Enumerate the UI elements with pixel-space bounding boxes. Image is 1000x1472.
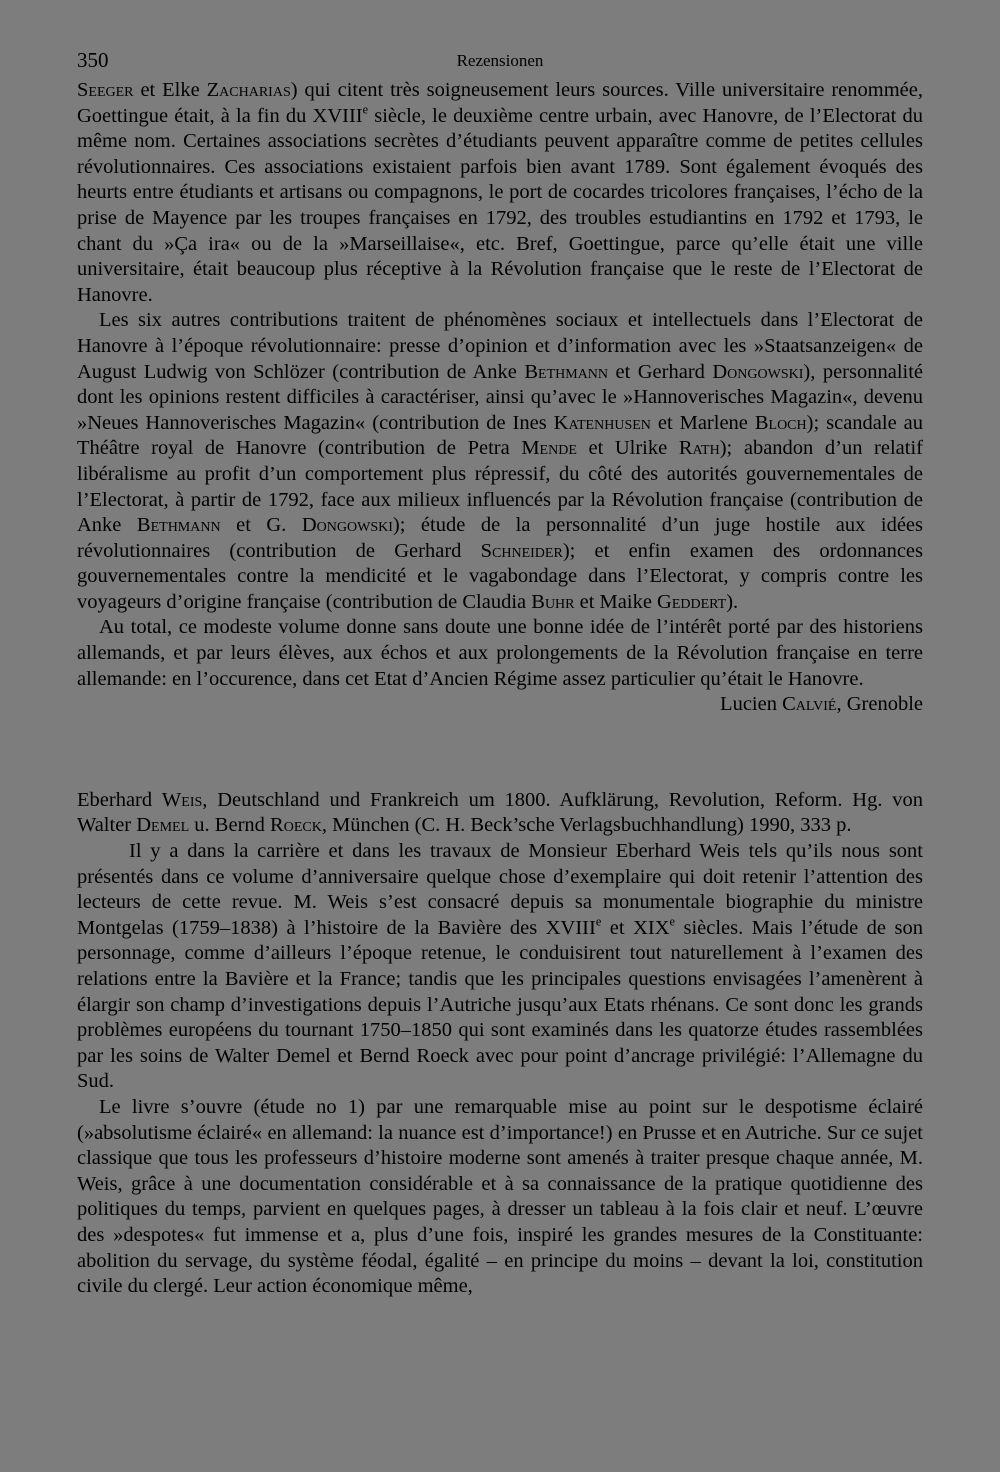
text-run: ); abandon d’un relatif libéralisme au profit d’un comportement plus répressif, du côté des autorités gouvernementales de l’Electorat, à partir de 1792, face aux milieux influencés par la Révolution française (contribution de Anke bbox=[77, 437, 923, 537]
text-run: et Ulrike bbox=[576, 437, 679, 460]
text-run: et Elke bbox=[133, 79, 207, 101]
author-name: Zacharias bbox=[206, 79, 291, 101]
author-name: Rath bbox=[678, 437, 720, 460]
review2-paragraph-1 bbox=[77, 839, 923, 1095]
author-name: Dongowski bbox=[712, 360, 804, 383]
author-name: Calvié bbox=[782, 693, 837, 716]
text-run: et Gerhard bbox=[608, 360, 713, 383]
review2-paragraph-2 bbox=[77, 1095, 923, 1300]
author-name: Buhr bbox=[531, 590, 575, 613]
review1-paragraph-3 bbox=[77, 615, 923, 692]
reviewer-signature bbox=[77, 692, 923, 718]
review1-paragraph-1 bbox=[77, 78, 923, 308]
text-run: Il y a dans la carrière et dans les travaux de Monsieur Eberhard Weis tels qu’ils nous sont présentés dans ce volume d’anniversaire quelque chose d’exemplaire qui doit retenir l’attention des lecteurs de cette revue. M. Weis s’est consacré depuis sa monumentale biographie du ministre Montgelas (1759–1838) à l’histoire de la Bavière des XVIII bbox=[77, 840, 923, 939]
section-gap bbox=[77, 718, 923, 788]
text-run: et Maike bbox=[574, 590, 658, 613]
text-run: Lucien bbox=[720, 693, 783, 716]
text-run: ) qui citent très soigneusement leurs sources. Ville universitaire renommée, Goettingue était, à la fin du XVIII bbox=[77, 79, 923, 127]
author-name: Demel bbox=[136, 814, 190, 837]
author-name: Bethmann bbox=[136, 514, 221, 537]
author-name: Dongowski bbox=[301, 514, 393, 537]
text-run: ). bbox=[726, 590, 739, 613]
text-run: Au total, ce modeste volume donne sans doute une bonne idée de l’intérêt porté par des historiens allemands, et par leurs élèves, aux échos et aux prolongements de la Révolution française en terre allemande: en l’occurence, dans cet Etat d’Ancien Régime assez particulier qu’était le Hanovre. bbox=[77, 616, 923, 690]
text-run: Les six autres contributions traitent de phénomènes sociaux et intellectuels dans l’Electorat de Hanovre à l’époque révolutionnaire: presse d’opinion et d’information avec les »Staatsanzeigen« de August Ludwig von Schlözer (contribution de Anke bbox=[77, 309, 923, 383]
superscript-text: e bbox=[669, 914, 675, 929]
superscript-text: e bbox=[362, 101, 369, 116]
author-name: Katenhusen bbox=[553, 411, 651, 434]
author-name: Weis bbox=[161, 788, 203, 811]
text-run: et G. bbox=[220, 514, 302, 537]
text-run: Eberhard bbox=[77, 788, 162, 811]
text-run: u. Bernd bbox=[189, 814, 271, 837]
author-name: Roeck bbox=[270, 814, 322, 837]
author-name: Geddert bbox=[657, 590, 727, 613]
text-run: et XIX bbox=[601, 916, 670, 939]
text-run: , Deutschland und Frankreich um 1800. Aufklärung, Revolution, Reform. Hg. von Walter bbox=[77, 788, 924, 837]
running-head bbox=[77, 48, 923, 78]
author-name: Bloch bbox=[754, 411, 807, 434]
superscript-text: e bbox=[595, 914, 602, 929]
author-name: Seeger bbox=[77, 79, 134, 101]
text-run: ), personnalité dont les opinions restent difficiles à caractériser, ainsi qu’avec le »Hannoverisches Magazin«, devenu »Neues Hannoverisches Magazin« (contribution de Ines bbox=[77, 360, 924, 434]
text-run: et Marlene bbox=[650, 411, 755, 434]
review1-paragraph-2 bbox=[77, 308, 923, 615]
text-run: , Grenoble bbox=[836, 693, 923, 716]
author-name: Schneider bbox=[480, 539, 563, 562]
text-run: ); et enfin examen des ordonnances gouvernementales contre la mendicité et le vagabondage dans l’Electorat, y compris contre les voyageurs d’origine française (contribution de Claudia bbox=[77, 539, 924, 613]
page-number: 350 bbox=[77, 48, 109, 72]
text-run: siècles. Mais l’étude de son personnage, comme d’ailleurs l’époque retenue, le conduisirent tout naturellement à l’examen des relations entre la Bavière et la France; tandis que les principales questions envisagées l’amenèrent à élargir son champ d’investigations depuis l’Autriche jusqu’aux Etats rhénans. Ce sont donc les grands problèmes européens du tournant 1750–1850 qui sont examinés dans les quatorze études rassemblées par les soins de Walter Demel et Bernd Roeck avec pour point d’ancrage privilégié: l’Allemagne du Sud. bbox=[77, 916, 923, 1093]
author-name: Bethmann bbox=[524, 360, 609, 383]
book-page bbox=[77, 48, 923, 1300]
text-run: siècle, le deuxième centre urbain, avec Hanovre, de l’Electorat du même nom. Certaines associations secrètes d’étudiants peuvent apparaître comme de petites cellules révolutionnaires. Ces associations existaient parfois bien avant 1789. Sont également évoqués des heurts entre étudiants et artisans ou compagnons, le port de cocardes tricolores françaises, l’écho de la prise de Mayence par les troupes françaises en 1792, des troubles estudiantins en 1792 et 1793, le chant du »Ça ira« ou de la »Marseillaise«, etc. Bref, Goettingue, parce qu’elle était une ville universitaire, était beaucoup plus réceptive à la Révolution française que le reste de l’Electorat de Hanovre. bbox=[77, 104, 923, 306]
text-run: ); étude de la personnalité d’un juge hostile aux idées révolutionnaires (contribution de Gerhard bbox=[77, 514, 923, 562]
book-citation bbox=[77, 788, 923, 839]
text-run: ); scandale au Théâtre royal de Hanovre (contribution de Petra bbox=[77, 411, 923, 460]
running-title: Rezensionen bbox=[456, 51, 544, 70]
text-run: Le livre s’ouvre (étude no 1) par une remarquable mise au point sur le despotisme éclairé (»absolutisme éclairé« en allemand: la nuance est d’importance!) en Prusse et en Autriche. Sur ce sujet classique que tous les professeurs d’histoire moderne sont amenés à traiter presque chaque année, M. Weis, grâce à une documentation considérable et à sa connaissance de la pratique quotidienne des politiques du temps, parvient en quelques pages, à dresser un tableau à la fois clair et neuf. L’œuvre des »despotes« fut immense et a, plus d’une fois, inspiré les grandes mesures de la Constituante: abolition du servage, du système féodal, égalité – en principe du moins – devant la loi, constitution civile du clergé. Leur action économique même, bbox=[77, 1095, 923, 1298]
text-run: , München (C. H. Beck’sche Verlagsbuchhandlung) 1990, 333 p. bbox=[321, 814, 852, 837]
author-name: Mende bbox=[521, 437, 577, 460]
